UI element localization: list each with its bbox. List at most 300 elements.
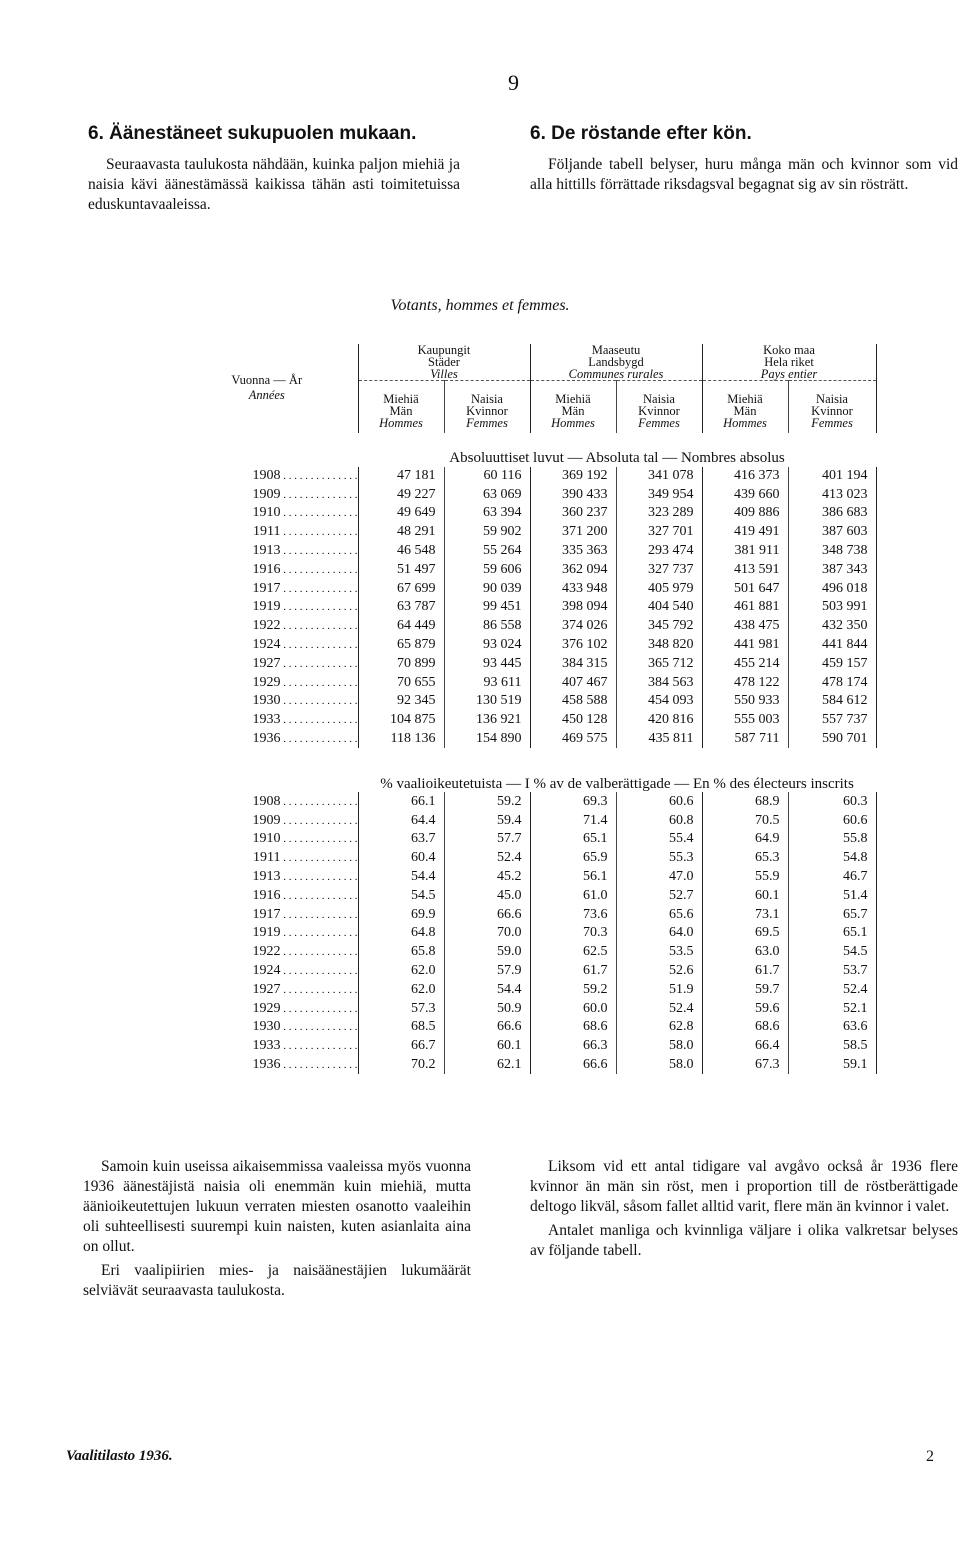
year-label: 1917 [252, 906, 281, 922]
value-cell: 56.1 [530, 868, 616, 887]
table-row [176, 467, 876, 486]
value-cell: 63 394 [444, 504, 530, 523]
value-cell: 63.7 [358, 830, 444, 849]
value-cell: 387 343 [788, 560, 876, 579]
table-row [176, 598, 876, 617]
value-cell: 65.1 [788, 924, 876, 943]
value-cell: 478 122 [702, 673, 788, 692]
year-label: 1930 [252, 1019, 281, 1035]
leader-dots: . . . . . . . . . . . . . . [280, 507, 358, 520]
voters-table [176, 344, 877, 1074]
value-cell: 90 039 [444, 579, 530, 598]
value-cell: 67 699 [358, 579, 444, 598]
sex-label-fi: Miehiä [383, 391, 419, 406]
value-cell: 407 467 [530, 673, 616, 692]
table-row [176, 711, 876, 730]
value-cell: 54.8 [788, 849, 876, 868]
leader-dots: . . . . . . . . . . . . . . [280, 714, 358, 727]
value-cell: 371 200 [530, 523, 616, 542]
value-cell: 348 738 [788, 542, 876, 561]
year-label: 1913 [252, 543, 281, 559]
sex-header-men [530, 381, 616, 433]
sex-label-sv: Män [389, 403, 413, 418]
table-row [176, 617, 876, 636]
value-cell: 59.2 [444, 792, 530, 811]
value-cell: 60.1 [702, 886, 788, 905]
value-cell: 455 214 [702, 654, 788, 673]
year-label: 1929 [252, 1000, 281, 1016]
table-row [176, 868, 876, 887]
value-cell: 390 433 [530, 485, 616, 504]
value-cell: 327 737 [616, 560, 702, 579]
year-cell [176, 868, 358, 887]
leader-dots: . . . . . . . . . . . . . . [280, 526, 358, 539]
year-cell [176, 579, 358, 598]
group-fi: Maaseutu [591, 343, 641, 357]
value-cell: 45.0 [444, 886, 530, 905]
value-cell: 409 886 [702, 504, 788, 523]
value-cell: 59.7 [702, 980, 788, 999]
leader-dots: . . . . . . . . . . . . . . [280, 852, 358, 865]
year-cell [176, 905, 358, 924]
value-cell: 362 094 [530, 560, 616, 579]
value-cell: 503 991 [788, 598, 876, 617]
sex-label-fi: Naisia [816, 391, 848, 406]
table-caption: Votants, hommes et femmes. [390, 297, 570, 314]
year-label: 1929 [252, 674, 281, 690]
year-label: 1910 [252, 505, 281, 521]
year-cell [176, 504, 358, 523]
table-row [176, 673, 876, 692]
value-cell: 63.0 [702, 943, 788, 962]
year-header-fi: Vuonna — År [231, 373, 303, 388]
sex-label-fr: Hommes [379, 415, 423, 430]
value-cell: 54.5 [788, 943, 876, 962]
value-cell: 454 093 [616, 692, 702, 711]
value-cell: 433 948 [530, 579, 616, 598]
value-cell: 345 792 [616, 617, 702, 636]
value-cell: 52.1 [788, 999, 876, 1018]
leader-dots: . . . . . . . . . . . . . . [280, 601, 358, 614]
leader-dots: . . . . . . . . . . . . . . [280, 965, 358, 978]
table-row [176, 730, 876, 749]
absolute-section-title: Absoluuttiset luvut — Absoluta tal — Nombres absolus [449, 449, 785, 466]
bottom-right-p2: Antalet manliga och kvinnliga väljare i olika valkretsar belyses av följande tabell. [530, 1222, 958, 1259]
sex-label-sv: Män [561, 403, 585, 418]
leader-dots: . . . . . . . . . . . . . . [280, 795, 358, 808]
year-label: 1936 [252, 1057, 281, 1072]
value-cell: 93 445 [444, 654, 530, 673]
table-row [176, 999, 876, 1018]
table-row [176, 980, 876, 999]
leader-dots: . . . . . . . . . . . . . . [280, 676, 358, 689]
value-cell: 349 954 [616, 485, 702, 504]
value-cell: 57.9 [444, 962, 530, 981]
value-cell: 63.6 [788, 1018, 876, 1037]
table-row [176, 905, 876, 924]
value-cell: 335 363 [530, 542, 616, 561]
value-cell: 59.2 [530, 980, 616, 999]
leader-dots: . . . . . . . . . . . . . . [280, 1059, 358, 1071]
year-label: 1927 [252, 655, 281, 671]
sex-label-fi: Miehiä [555, 391, 591, 406]
value-cell: 69.9 [358, 905, 444, 924]
value-cell: 60.4 [358, 849, 444, 868]
leader-dots: . . . . . . . . . . . . . . [280, 639, 358, 652]
value-cell: 49 227 [358, 485, 444, 504]
value-cell: 70.2 [358, 1056, 444, 1075]
value-cell: 360 237 [530, 504, 616, 523]
value-cell: 293 474 [616, 542, 702, 561]
year-label: 1922 [252, 944, 281, 960]
leader-dots: . . . . . . . . . . . . . . [280, 620, 358, 633]
year-cell [176, 692, 358, 711]
year-header [176, 344, 358, 433]
sex-header-women [788, 381, 876, 433]
value-cell: 68.6 [530, 1018, 616, 1037]
footer-source: Vaalitilasto 1936. [66, 1448, 173, 1464]
year-header-fr: Années [248, 388, 285, 403]
value-cell: 65.9 [530, 849, 616, 868]
value-cell: 60.6 [788, 811, 876, 830]
table-row [176, 830, 876, 849]
group-fi: Koko maa [763, 343, 815, 357]
value-cell: 587 711 [702, 730, 788, 749]
leader-dots: . . . . . . . . . . . . . . [280, 946, 358, 959]
leader-dots: . . . . . . . . . . . . . . [280, 733, 358, 746]
value-cell: 63 787 [358, 598, 444, 617]
value-cell: 46 548 [358, 542, 444, 561]
value-cell: 99 451 [444, 598, 530, 617]
bottom-right-text [530, 1157, 958, 1265]
year-label: 1910 [252, 831, 281, 847]
table-row [176, 811, 876, 830]
value-cell: 49 649 [358, 504, 444, 523]
year-label: 1917 [252, 580, 281, 596]
value-cell: 66.1 [358, 792, 444, 811]
value-cell: 69.3 [530, 792, 616, 811]
value-cell: 54.5 [358, 886, 444, 905]
table-row [176, 962, 876, 981]
value-cell: 341 078 [616, 467, 702, 486]
leader-dots: . . . . . . . . . . . . . . [280, 469, 358, 482]
value-cell: 55.8 [788, 830, 876, 849]
sex-header-men [702, 381, 788, 433]
value-cell: 61.7 [530, 962, 616, 981]
year-label: 1924 [252, 637, 281, 653]
value-cell: 63 069 [444, 485, 530, 504]
value-cell: 478 174 [788, 673, 876, 692]
value-cell: 45.2 [444, 868, 530, 887]
leader-dots: . . . . . . . . . . . . . . [280, 1002, 358, 1015]
year-label: 1930 [252, 693, 281, 709]
sex-label-fr: Femmes [466, 415, 508, 430]
value-cell: 104 875 [358, 711, 444, 730]
value-cell: 50.9 [444, 999, 530, 1018]
table-row [176, 485, 876, 504]
bottom-left-p2: Eri vaalipiirien mies- ja naisäänestäjien lukumäärät selviävät seuraavasta taulukosta. [83, 1262, 471, 1299]
value-cell: 461 881 [702, 598, 788, 617]
leader-dots: . . . . . . . . . . . . . . [280, 488, 358, 501]
value-cell: 70.3 [530, 924, 616, 943]
value-cell: 73.6 [530, 905, 616, 924]
year-label: 1919 [252, 925, 281, 941]
year-label: 1919 [252, 599, 281, 615]
year-cell [176, 711, 358, 730]
value-cell: 93 611 [444, 673, 530, 692]
table-row [176, 692, 876, 711]
year-label: 1916 [252, 561, 281, 577]
year-cell [176, 943, 358, 962]
value-cell: 54.4 [358, 868, 444, 887]
group-sv: Landsbygd [588, 355, 644, 369]
year-label: 1911 [253, 850, 281, 866]
value-cell: 136 921 [444, 711, 530, 730]
spacer [176, 433, 358, 467]
value-cell: 65.7 [788, 905, 876, 924]
year-cell [176, 523, 358, 542]
value-cell: 62.0 [358, 980, 444, 999]
sex-header-men [358, 381, 444, 433]
right-heading: 6. De röstande efter kön. [530, 123, 752, 144]
group-fr: Communes rurales [568, 367, 664, 381]
value-cell: 154 890 [444, 730, 530, 749]
value-cell: 438 475 [702, 617, 788, 636]
value-cell: 66.3 [530, 1037, 616, 1056]
value-cell: 59.1 [788, 1056, 876, 1075]
value-cell: 376 102 [530, 636, 616, 655]
year-cell [176, 636, 358, 655]
value-cell: 584 612 [788, 692, 876, 711]
value-cell: 501 647 [702, 579, 788, 598]
leader-dots: . . . . . . . . . . . . . . [280, 814, 358, 827]
value-cell: 458 588 [530, 692, 616, 711]
left-heading: 6. Äänestäneet sukupuolen mukaan. [88, 123, 417, 144]
year-cell [176, 1018, 358, 1037]
sex-label-sv: Män [733, 403, 757, 418]
value-cell: 64.8 [358, 924, 444, 943]
group-sv: Hela riket [764, 355, 814, 369]
value-cell: 65.8 [358, 943, 444, 962]
right-intro [530, 155, 958, 199]
value-cell: 66.7 [358, 1037, 444, 1056]
value-cell: 65 879 [358, 636, 444, 655]
value-cell: 68.9 [702, 792, 788, 811]
value-cell: 118 136 [358, 730, 444, 749]
value-cell: 64 449 [358, 617, 444, 636]
value-cell: 46.7 [788, 868, 876, 887]
year-cell [176, 467, 358, 486]
value-cell: 59.0 [444, 943, 530, 962]
value-cell: 55.9 [702, 868, 788, 887]
bottom-right-p1: Liksom vid ett antal tidigare val avgåvo också år 1936 flere kvinnor än män sin röst, men i proportion till de röstberättigade deltogo likväl, såsom fallet alltid varit, flere män än kvinnor i valet. [530, 1158, 958, 1215]
year-label: 1908 [252, 467, 281, 483]
year-cell [176, 811, 358, 830]
value-cell: 401 194 [788, 467, 876, 486]
value-cell: 47.0 [616, 868, 702, 887]
year-label: 1913 [252, 869, 281, 885]
table-row [176, 523, 876, 542]
year-cell [176, 730, 358, 749]
page-number: 9 [508, 70, 519, 95]
table-row [176, 636, 876, 655]
value-cell: 65.6 [616, 905, 702, 924]
value-cell: 59.4 [444, 811, 530, 830]
leader-dots: . . . . . . . . . . . . . . [280, 889, 358, 902]
year-label: 1909 [252, 486, 281, 502]
year-cell [176, 962, 358, 981]
value-cell: 60.6 [616, 792, 702, 811]
sex-label-fi: Miehiä [727, 391, 763, 406]
year-cell [176, 617, 358, 636]
bottom-left-text [83, 1157, 471, 1305]
value-cell: 369 192 [530, 467, 616, 486]
table-row [176, 1056, 876, 1075]
value-cell: 59 606 [444, 560, 530, 579]
value-cell: 92 345 [358, 692, 444, 711]
value-cell: 53.5 [616, 943, 702, 962]
value-cell: 64.4 [358, 811, 444, 830]
value-cell: 66.4 [702, 1037, 788, 1056]
sex-label-sv: Kvinnor [811, 403, 853, 418]
value-cell: 93 024 [444, 636, 530, 655]
value-cell: 70.0 [444, 924, 530, 943]
value-cell: 61.0 [530, 886, 616, 905]
year-cell [176, 1056, 358, 1075]
value-cell: 68.5 [358, 1018, 444, 1037]
value-cell: 404 540 [616, 598, 702, 617]
value-cell: 66.6 [444, 1018, 530, 1037]
leader-dots: . . . . . . . . . . . . . . [280, 1040, 358, 1053]
sex-label-fr: Femmes [811, 415, 853, 430]
table-row [176, 1018, 876, 1037]
value-cell: 55.4 [616, 830, 702, 849]
table-row [176, 579, 876, 598]
value-cell: 323 289 [616, 504, 702, 523]
sex-label-fr: Femmes [638, 415, 680, 430]
table-row [176, 504, 876, 523]
value-cell: 496 018 [788, 579, 876, 598]
table-row [176, 849, 876, 868]
value-cell: 557 737 [788, 711, 876, 730]
year-label: 1916 [252, 887, 281, 903]
footer-sheet-number: 2 [926, 1448, 934, 1465]
value-cell: 86 558 [444, 617, 530, 636]
year-cell [176, 999, 358, 1018]
value-cell: 54.4 [444, 980, 530, 999]
leader-dots: . . . . . . . . . . . . . . [280, 563, 358, 576]
year-label: 1936 [252, 731, 281, 747]
year-label: 1933 [252, 1038, 281, 1054]
leader-dots: . . . . . . . . . . . . . . [280, 1021, 358, 1034]
value-cell: 459 157 [788, 654, 876, 673]
value-cell: 416 373 [702, 467, 788, 486]
value-cell: 59 902 [444, 523, 530, 542]
value-cell: 62.1 [444, 1056, 530, 1075]
value-cell: 57.3 [358, 999, 444, 1018]
right-intro-text: Följande tabell belyser, huru många män och kvinnor som vid alla hittills förrättade riksdagsval begagnat sig av sin rösträtt. [530, 156, 958, 193]
sex-label-fi: Naisia [643, 391, 675, 406]
value-cell: 52.4 [616, 999, 702, 1018]
value-cell: 441 844 [788, 636, 876, 655]
value-cell: 52.7 [616, 886, 702, 905]
group-fr: Villes [430, 367, 458, 381]
value-cell: 51 497 [358, 560, 444, 579]
value-cell: 53.7 [788, 962, 876, 981]
leader-dots: . . . . . . . . . . . . . . [280, 908, 358, 921]
value-cell: 71.4 [530, 811, 616, 830]
value-cell: 52.6 [616, 962, 702, 981]
value-cell: 69.5 [702, 924, 788, 943]
group-fi: Kaupungit [417, 343, 471, 357]
group-header-cities [358, 344, 530, 381]
value-cell: 62.5 [530, 943, 616, 962]
value-cell: 398 094 [530, 598, 616, 617]
sex-header-women [616, 381, 702, 433]
left-intro-text: Seuraavasta taulukosta nähdään, kuinka paljon miehiä ja naisia kävi äänestämässä kaikissa tähän asti toimitetuissa eduskuntavaaleissa. [88, 156, 460, 213]
sex-header-women [444, 381, 530, 433]
leader-dots: . . . . . . . . . . . . . . [280, 871, 358, 884]
value-cell: 365 712 [616, 654, 702, 673]
group-fr: Pays entier [760, 367, 818, 381]
sex-label-sv: Kvinnor [638, 403, 680, 418]
bottom-left-p1: Samoin kuin useissa aikaisemmissa vaaleissa myös vuonna 1936 äänestäjistä naisia oli enemmän kuin miehiä, mutta äänioikeutettujen lukuun verraten miesten osanotto vaaleihin oli suhteellisesti suurempi kuin naisten, kuten asianlaita aina on ollut. [83, 1158, 471, 1255]
value-cell: 374 026 [530, 617, 616, 636]
year-label: 1924 [252, 963, 281, 979]
value-cell: 384 563 [616, 673, 702, 692]
year-cell [176, 673, 358, 692]
percent-section-title: % vaalioikeutetuista — I % av de valberättigade — En % des électeurs inscrits [380, 776, 854, 793]
year-cell [176, 830, 358, 849]
value-cell: 381 911 [702, 542, 788, 561]
value-cell: 435 811 [616, 730, 702, 749]
leader-dots: . . . . . . . . . . . . . . [280, 545, 358, 558]
value-cell: 590 701 [788, 730, 876, 749]
value-cell: 55 264 [444, 542, 530, 561]
sex-label-sv: Kvinnor [466, 403, 508, 418]
table-row [176, 924, 876, 943]
value-cell: 57.7 [444, 830, 530, 849]
value-cell: 384 315 [530, 654, 616, 673]
table-row [176, 560, 876, 579]
value-cell: 51.4 [788, 886, 876, 905]
value-cell: 432 350 [788, 617, 876, 636]
value-cell: 441 981 [702, 636, 788, 655]
value-cell: 67.3 [702, 1056, 788, 1075]
value-cell: 386 683 [788, 504, 876, 523]
leader-dots: . . . . . . . . . . . . . . [280, 983, 358, 996]
value-cell: 51.9 [616, 980, 702, 999]
value-cell: 413 591 [702, 560, 788, 579]
table-row [176, 943, 876, 962]
value-cell: 48 291 [358, 523, 444, 542]
value-cell: 64.9 [702, 830, 788, 849]
value-cell: 52.4 [788, 980, 876, 999]
table-row [176, 542, 876, 561]
sex-label-fi: Naisia [471, 391, 503, 406]
group-header-country [702, 344, 876, 381]
value-cell: 62.0 [358, 962, 444, 981]
value-cell: 70 655 [358, 673, 444, 692]
group-sv: Städer [428, 355, 460, 369]
value-cell: 58.5 [788, 1037, 876, 1056]
year-cell [176, 560, 358, 579]
sex-label-fr: Hommes [551, 415, 595, 430]
value-cell: 62.8 [616, 1018, 702, 1037]
value-cell: 55.3 [616, 849, 702, 868]
value-cell: 66.6 [530, 1056, 616, 1075]
year-cell [176, 598, 358, 617]
